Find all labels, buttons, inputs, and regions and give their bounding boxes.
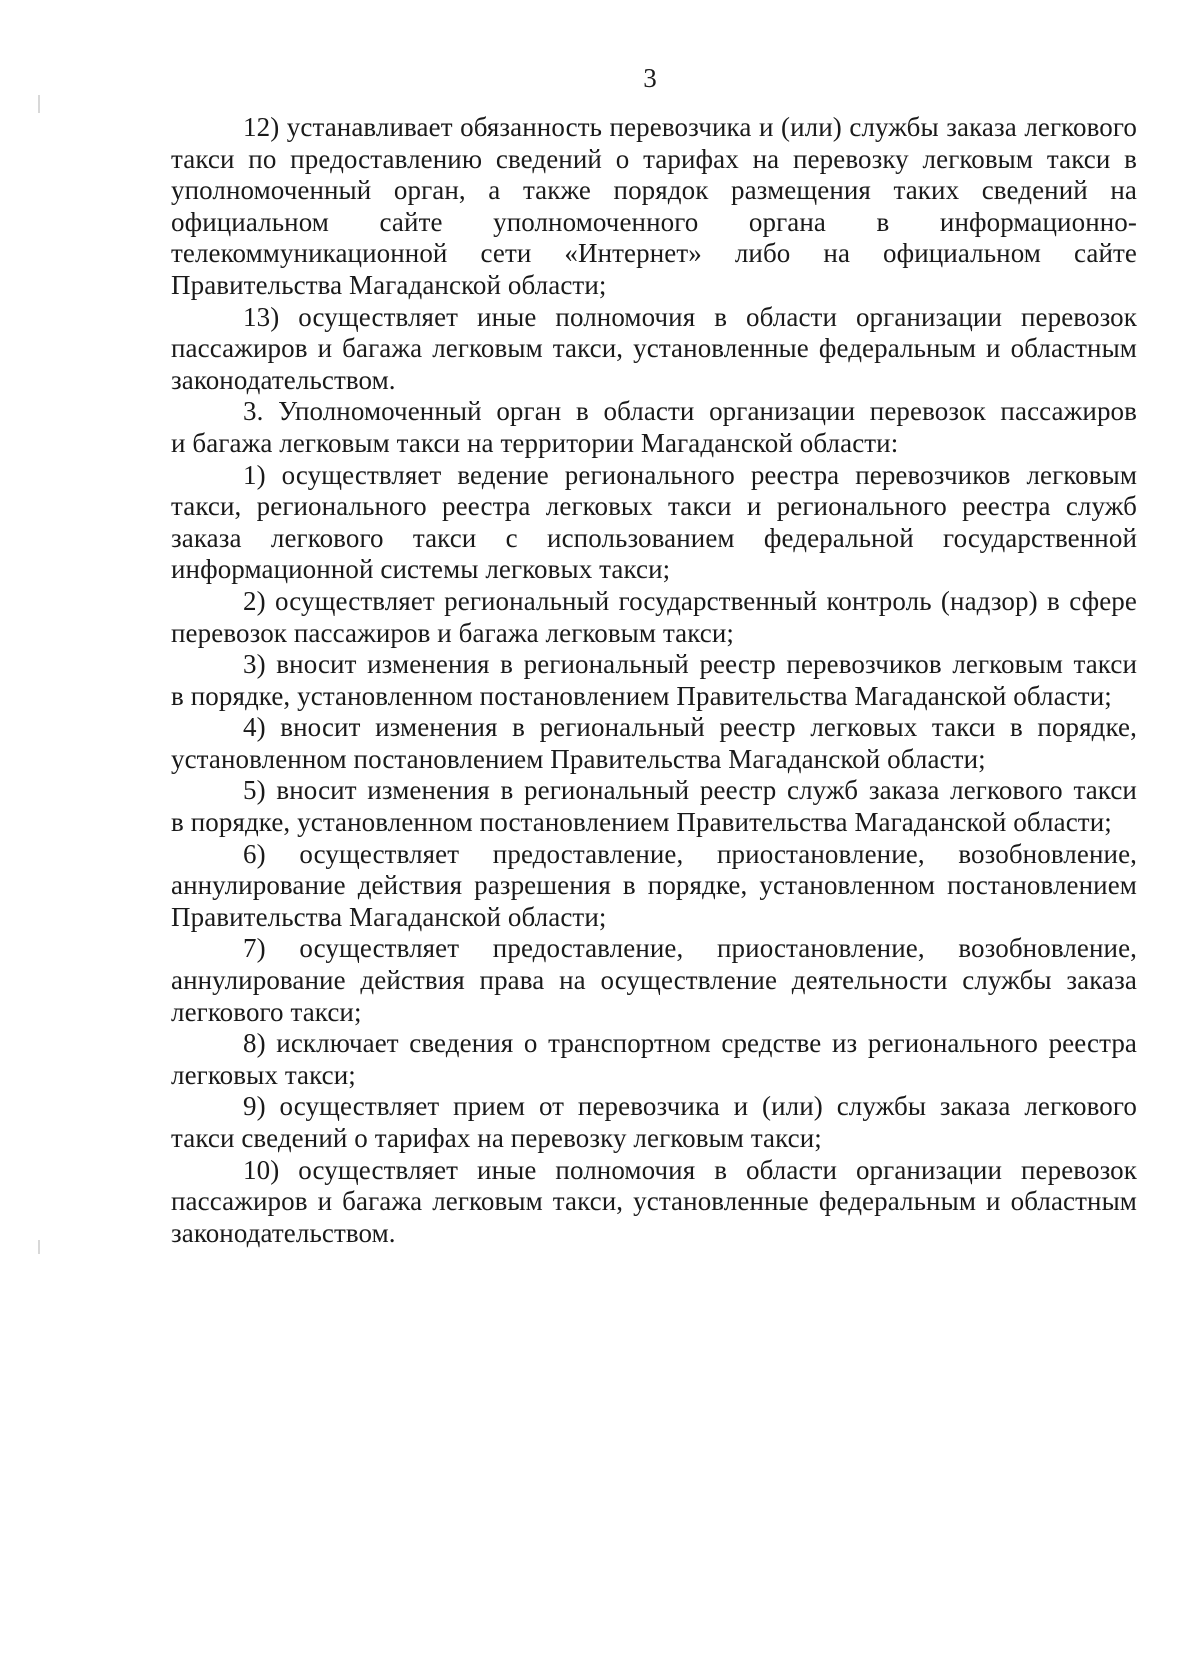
paragraph-item-5: 5) вносит изменения в региональный реестр служб заказа легкового такси в порядке, установленном постановлением Правительства Магаданской области; <box>171 775 1137 838</box>
paragraph-item-10: 10) осуществляет иные полномочия в области организации перевозок пассажиров и багажа легковым такси, установленные федеральным и областным законодательством. <box>171 1154 1137 1248</box>
paragraph-item-2: 2) осуществляет региональный государственный контроль (надзор) в сфере перевозок пассажиров и багажа легковым такси; <box>171 585 1137 648</box>
paragraph-item-1: 1) осуществляет ведение регионального реестра перевозчиков легковым такси, регионального реестра легковых такси и регионального реестра служб заказа легкового такси с использованием федеральной государственной информационной системы легковых такси; <box>171 459 1137 585</box>
page-number: 3 <box>643 63 657 93</box>
paragraph-item-4: 4) вносит изменения в региональный реестр легковых такси в порядке, установленном постановлением Правительства Магаданской области; <box>171 712 1137 774</box>
paragraph-item-7: 7) осуществляет предоставление, приостановление, возобновление, аннулирование действия права на осуществление деятельности службы заказа легкового такси; <box>171 933 1137 1027</box>
document-body <box>171 112 1137 1249</box>
paragraph-item-8: 8) исключает сведения о транспортном средстве из регионального реестра легковых такси; <box>171 1028 1137 1090</box>
scan-edge-mark-bottom <box>38 1240 40 1254</box>
paragraph-section-3: 3. Уполномоченный орган в области организации перевозок пассажиров и багажа легковым такси на территории Магаданской области: <box>171 396 1137 458</box>
paragraph-item-13: 13) осуществляет иные полномочия в области организации перевозок пассажиров и багажа легковым такси, установленные федеральным и областным законодательством. <box>171 301 1137 395</box>
scan-edge-mark-top <box>38 95 40 113</box>
paragraph-item-12: 12) устанавливает обязанность перевозчика и (или) службы заказа легкового такси по предоставлению сведений о тарифах на перевозку легковым такси в уполномоченный орган, а также порядок размещения таких сведений на официальном сайте уполномоченного органа в информационно-телекоммуникационной сети «Интернет» либо на официальном сайте Правительства Магаданской области; <box>171 112 1137 300</box>
paragraph-item-6: 6) осуществляет предоставление, приостановление, возобновление, аннулирование действия разрешения в порядке, установленном постановлением Правительства Магаданской области; <box>171 838 1137 932</box>
paragraph-item-9: 9) осуществляет прием от перевозчика и (или) службы заказа легкового такси сведений о тарифах на перевозку легковым такси; <box>171 1091 1137 1153</box>
paragraph-item-3: 3) вносит изменения в региональный реестр перевозчиков легковым такси в порядке, установленном постановлением Правительства Магаданской области; <box>171 649 1137 711</box>
